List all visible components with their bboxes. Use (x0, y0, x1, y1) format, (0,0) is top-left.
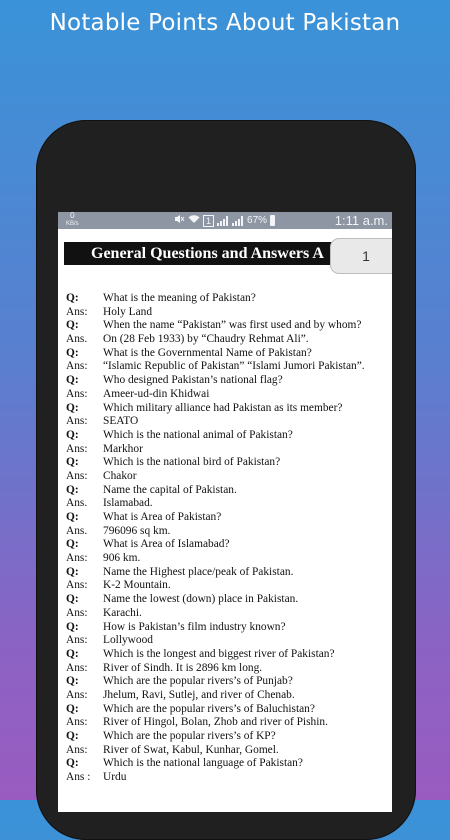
question-label: Q: (66, 538, 79, 551)
answer-label: Ans: (66, 442, 88, 455)
question-label: Q: (66, 565, 79, 578)
question-text: Which military alliance had Pakistan as its member? (103, 401, 343, 414)
answer-text: 796096 sq km. (103, 524, 171, 537)
question-row (66, 511, 392, 525)
answer-text: River of Sindh. It is 2896 km long. (103, 661, 263, 674)
answer-text: Chakor (103, 469, 137, 482)
answer-row (66, 607, 392, 621)
answer-text: Ameer-ud-din Khidwai (103, 387, 210, 400)
answer-text: River of Hingol, Bolan, Zhob and river of Pishin. (103, 716, 328, 729)
answer-label: Ans : (66, 771, 91, 784)
question-label: Q: (66, 346, 79, 359)
question-row (66, 429, 392, 443)
answer-label: Ans: (66, 469, 88, 482)
question-label: Q: (66, 292, 79, 304)
answer-row (66, 634, 392, 648)
answer-row (66, 443, 392, 457)
answer-row (66, 388, 392, 402)
question-text: What is the meaning of Pakistan? (103, 292, 256, 304)
battery-percent: 67% (247, 215, 268, 226)
question-label: Q: (66, 647, 79, 660)
answer-text: Karachi. (103, 606, 142, 619)
question-row (66, 703, 392, 717)
question-text: Which are the popular rivers’s of KP? (103, 730, 276, 742)
question-row (66, 292, 392, 306)
network-speed-value: 0 (70, 212, 75, 220)
question-row (66, 538, 392, 552)
status-icons (174, 214, 275, 227)
page-number-indicator[interactable]: 1 (330, 238, 392, 274)
answer-label: Ans. (66, 524, 88, 537)
question-label: Q: (66, 675, 79, 688)
question-row (66, 402, 392, 416)
question-text: What is Area of Pakistan? (103, 511, 222, 523)
phone-screen (58, 212, 392, 812)
answer-text: River of Swat, Kabul, Kunhar, Gomel. (103, 743, 279, 756)
answer-text: Jhelum, Ravi, Sutlej, and river of Chenab. (103, 688, 295, 701)
question-label: Q: (66, 456, 79, 469)
question-row (66, 675, 392, 689)
question-label: Q: (66, 483, 79, 496)
question-text: Name the Highest place/peak of Pakistan. (103, 565, 294, 578)
answer-label: Ans: (66, 688, 88, 701)
question-text: Which are the popular rivers’s of Baluchistan? (103, 702, 315, 715)
network-speed-unit: KB/s (66, 221, 79, 227)
signal-icon (217, 216, 229, 226)
answer-row (66, 470, 392, 484)
question-row (66, 593, 392, 607)
answer-row (66, 689, 392, 703)
question-label: Q: (66, 620, 79, 633)
question-text: Which is the national animal of Pakistan? (103, 428, 293, 441)
question-label: Q: (66, 757, 79, 770)
answer-row (66, 333, 392, 347)
answer-text: On (28 Feb 1933) by “Chaudry Rehmat Ali”. (103, 333, 309, 346)
answer-row (66, 716, 392, 730)
question-label: Q: (66, 511, 79, 523)
answer-label: Ans: (66, 415, 88, 428)
answer-label: Ans: (66, 552, 88, 565)
answer-label: Ans: (66, 579, 88, 592)
section-title: General Questions and Answers A (64, 242, 384, 265)
answer-text: 906 km. (103, 552, 141, 565)
question-label: Q: (66, 593, 79, 606)
question-row (66, 347, 392, 361)
question-text: How is Pakistan’s film industry known? (103, 620, 286, 633)
answer-row (66, 579, 392, 593)
question-text: Name the capital of Pakistan. (103, 483, 237, 496)
answer-row (66, 360, 392, 374)
answer-label: Ans: (66, 743, 88, 756)
question-label: Q: (66, 401, 79, 414)
question-row (66, 757, 392, 771)
answer-label: Ans: (66, 387, 88, 400)
question-label: Q: (66, 702, 79, 715)
answer-text: K-2 Mountain. (103, 579, 171, 592)
answer-label: Ans: (66, 716, 88, 729)
question-row (66, 374, 392, 388)
answer-label: Ans. (66, 333, 88, 346)
question-label: Q: (66, 428, 79, 441)
answer-label: Ans. (66, 497, 88, 510)
network-speed (66, 212, 79, 228)
answer-text: Holy Land (103, 305, 153, 318)
answer-row (66, 497, 392, 511)
question-text: What is the Governmental Name of Pakistan? (103, 346, 312, 359)
answer-label: Ans: (66, 634, 88, 647)
page-headline: Notable Points About Pakistan (49, 10, 401, 36)
question-row (66, 484, 392, 498)
answer-label: Ans: (66, 360, 88, 373)
answer-text: Lollywood (103, 634, 153, 647)
question-text: Name the lowest (down) place in Pakistan. (103, 593, 299, 606)
question-row (66, 456, 392, 470)
answer-text: Markhor (103, 442, 143, 455)
question-row (66, 621, 392, 635)
question-text: Which are the popular rivers’s of Punjab? (103, 675, 293, 688)
answer-text: “Islamic Republic of Pakistan” “Islami Jumori Pakistan”. (103, 360, 365, 373)
answer-label: Ans: (66, 661, 88, 674)
answer-row (66, 771, 392, 785)
answer-row (66, 552, 392, 566)
answer-label: Ans: (66, 606, 88, 619)
qa-list[interactable] (66, 292, 392, 785)
answer-row (66, 415, 392, 429)
question-row (66, 648, 392, 662)
mute-icon (174, 214, 185, 227)
answer-row (66, 662, 392, 676)
answer-row (66, 306, 392, 320)
question-text: When the name “Pakistan” was first used and by whom? (103, 319, 362, 332)
question-text: What is Area of Islamabad? (103, 538, 230, 551)
answer-label: Ans: (66, 305, 88, 318)
status-bar (58, 212, 392, 229)
question-row (66, 730, 392, 744)
answer-text: Urdu (103, 771, 127, 784)
question-text: Which is the national language of Pakistan? (103, 757, 303, 770)
answer-row (66, 525, 392, 539)
sim-indicator: 1 (203, 215, 214, 227)
question-text: Which is the longest and biggest river of Pakistan? (103, 647, 335, 660)
battery-charging-icon (270, 215, 275, 226)
question-text: Which is the national bird of Pakistan? (103, 456, 281, 469)
answer-row (66, 744, 392, 758)
question-text: Who designed Pakistan’s national flag? (103, 374, 283, 387)
question-row (66, 566, 392, 580)
signal-icon-2 (232, 216, 244, 226)
answer-text: SEATO (103, 415, 139, 428)
answer-text: Islamabad. (103, 497, 153, 510)
question-label: Q: (66, 374, 79, 387)
wifi-icon (188, 214, 200, 227)
question-label: Q: (66, 730, 79, 742)
question-row (66, 319, 392, 333)
question-label: Q: (66, 319, 79, 332)
clock: 1:11 a.m. (334, 213, 388, 228)
